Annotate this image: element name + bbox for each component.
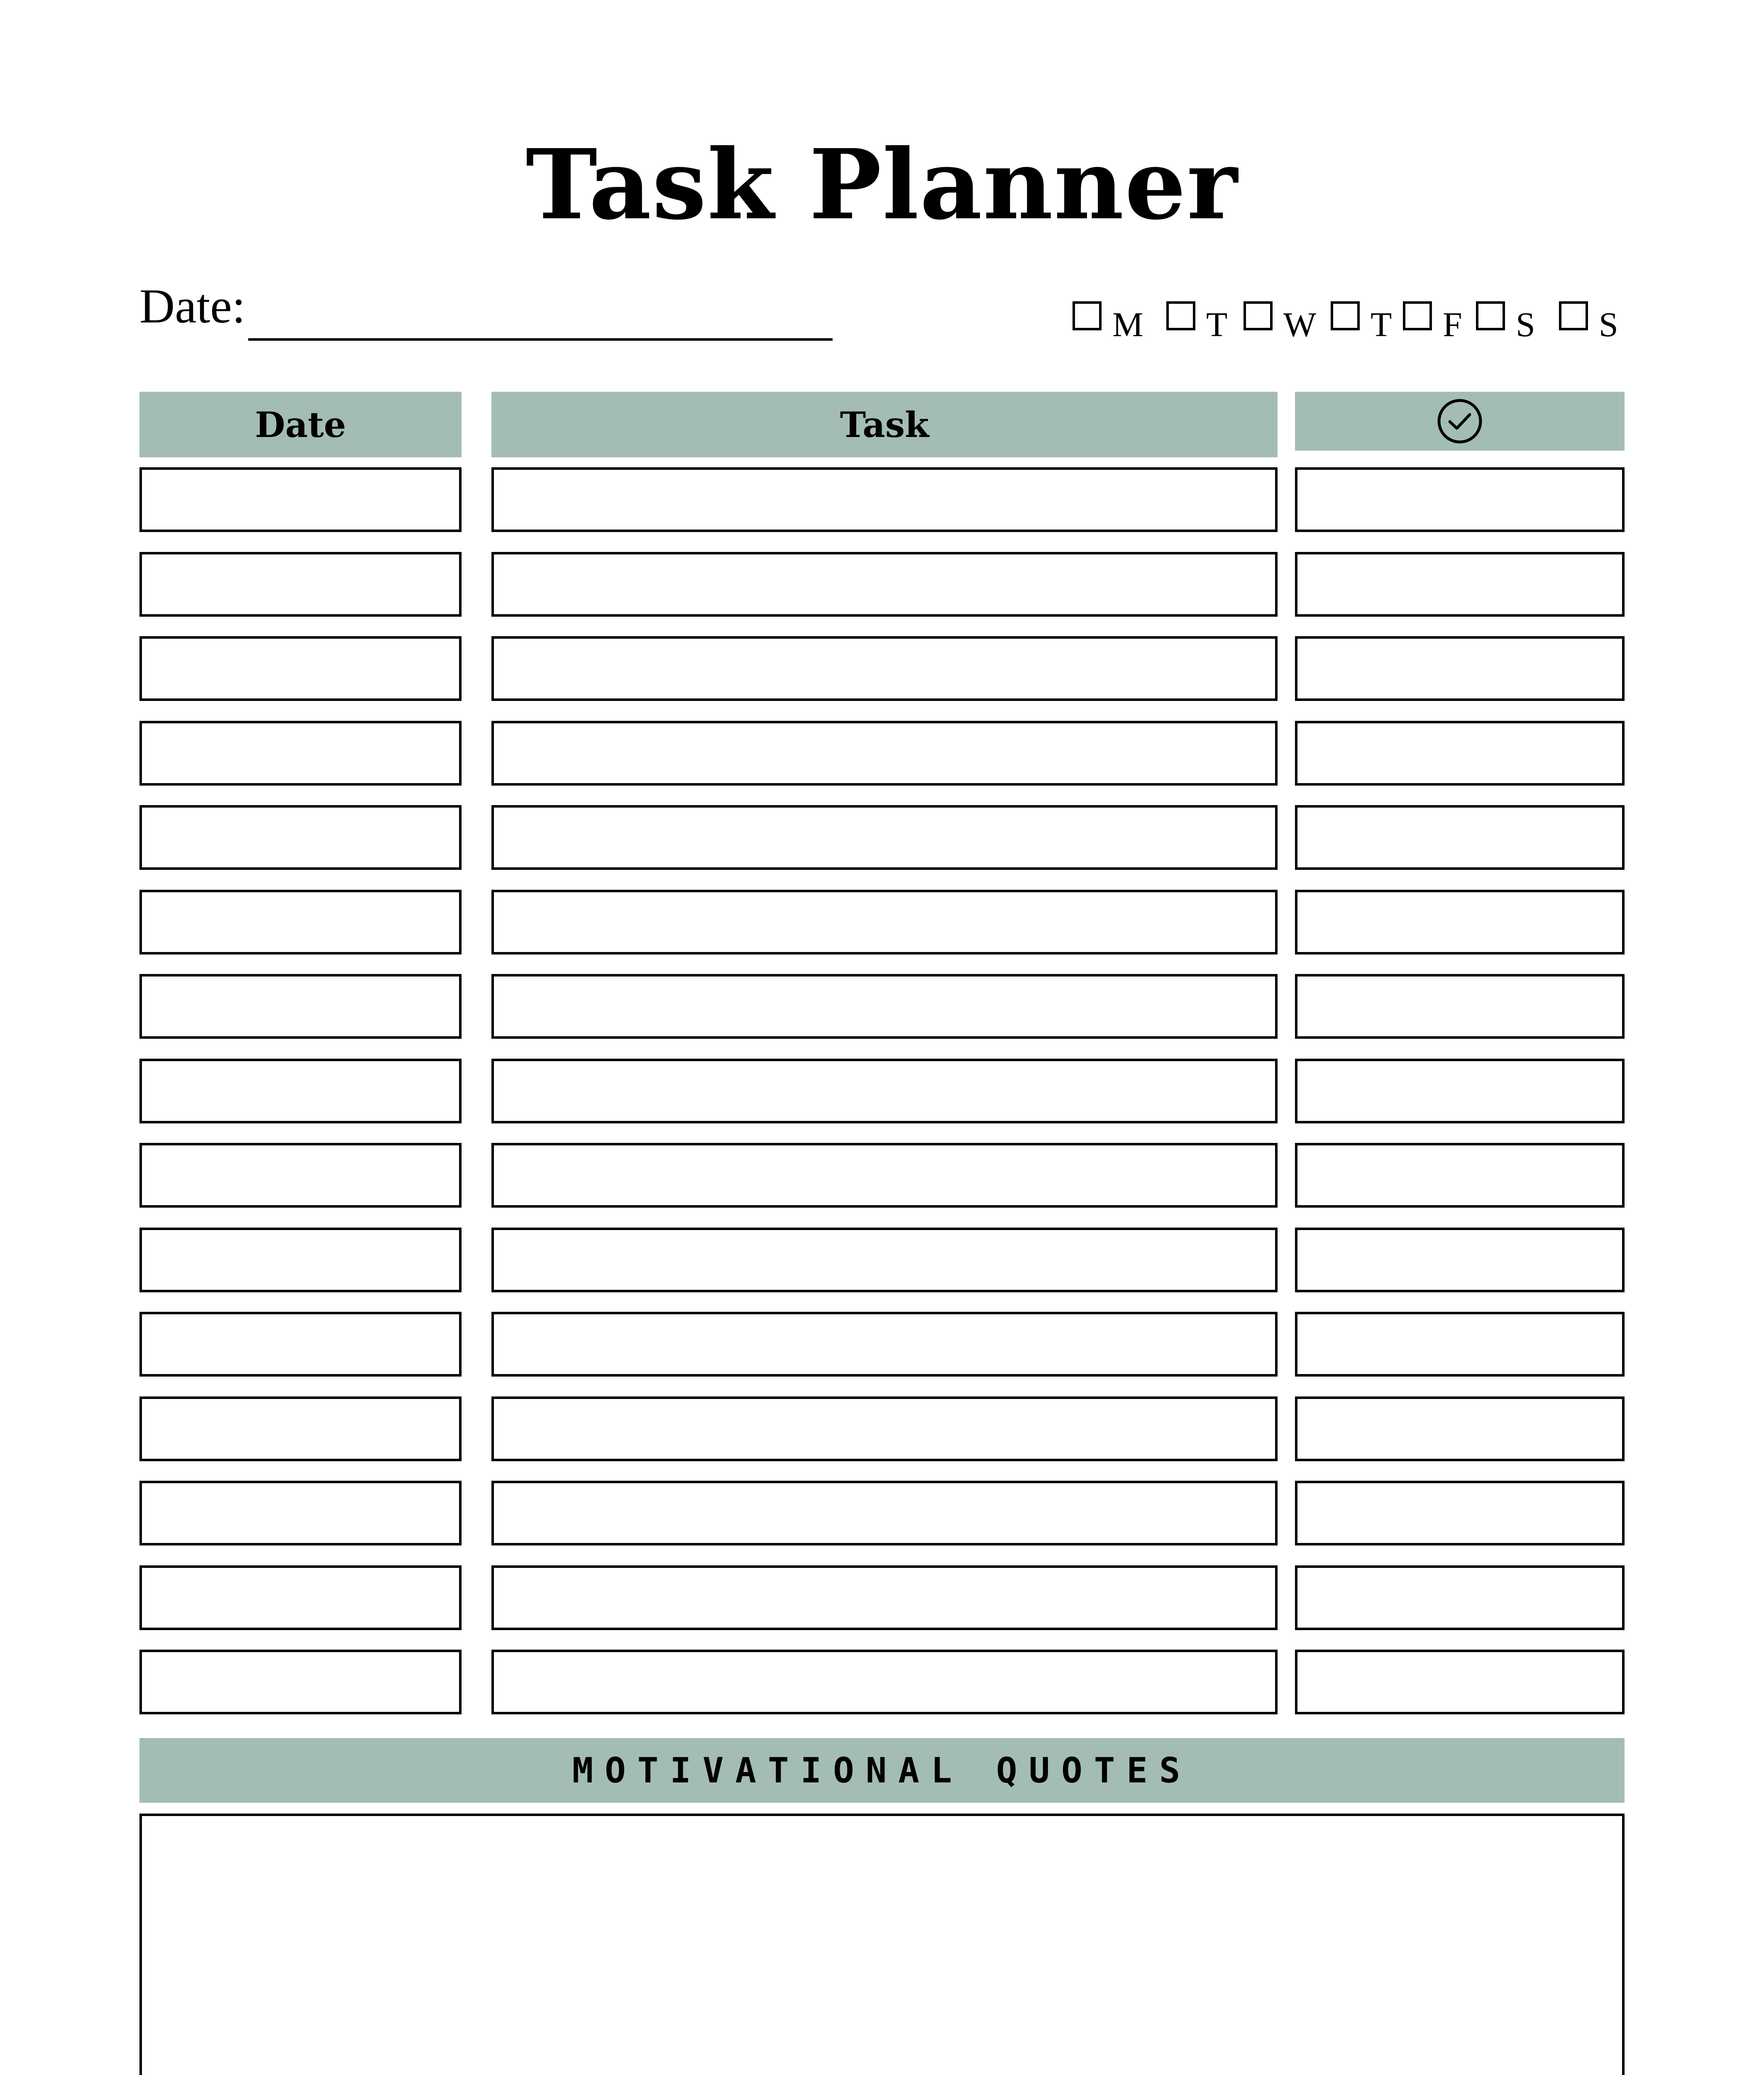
date-cell[interactable] [139,1143,462,1208]
done-cell[interactable] [1295,1565,1625,1630]
date-cell[interactable] [139,1565,462,1630]
date-cell[interactable] [139,1650,462,1714]
date-cell[interactable] [139,1059,462,1123]
task-cell[interactable] [491,721,1278,786]
done-cell[interactable] [1295,552,1625,617]
task-cell[interactable] [491,1143,1278,1208]
task-cell[interactable] [491,1059,1278,1123]
done-cell[interactable] [1295,974,1625,1039]
weekday-label: S [1516,305,1535,344]
done-cell[interactable] [1295,636,1625,701]
task-cell[interactable] [491,636,1278,701]
check-circle-icon [1436,397,1484,445]
done-cell[interactable] [1295,1228,1625,1292]
weekday-label: M [1112,305,1143,344]
done-cell[interactable] [1295,1396,1625,1461]
task-cell[interactable] [491,1228,1278,1292]
task-column-header: Task [491,392,1278,457]
task-cell[interactable] [491,890,1278,954]
weekday-checkbox[interactable] [1476,301,1505,330]
done-cell[interactable] [1295,1143,1625,1208]
date-cell[interactable] [139,974,462,1039]
weekday-label: T [1206,305,1228,344]
task-cell[interactable] [491,1312,1278,1377]
done-cell[interactable] [1295,890,1625,954]
task-cell[interactable] [491,805,1278,870]
done-cell[interactable] [1295,1312,1625,1377]
done-cell[interactable] [1295,1650,1625,1714]
date-cell[interactable] [139,552,462,617]
task-cell[interactable] [491,1396,1278,1461]
weekday-checkbox[interactable] [1244,301,1273,330]
task-cell[interactable] [491,552,1278,617]
weekday-checkbox[interactable] [1073,301,1102,330]
weekday-checkbox[interactable] [1166,301,1195,330]
page-title: Task Planner [525,128,1239,241]
date-cell[interactable] [139,890,462,954]
task-cell[interactable] [491,1481,1278,1545]
date-label: Date: [139,279,246,333]
date-cell[interactable] [139,1228,462,1292]
weekday-label: T [1371,305,1392,344]
date-cell[interactable] [139,805,462,870]
date-cell[interactable] [139,636,462,701]
weekday-label: F [1443,305,1462,344]
weekday-label: W [1283,305,1317,344]
done-cell[interactable] [1295,1481,1625,1545]
date-cell[interactable] [139,1396,462,1461]
task-cell[interactable] [491,974,1278,1039]
done-column-header [1295,392,1625,451]
date-cell[interactable] [139,467,462,532]
task-cell[interactable] [491,1565,1278,1630]
done-cell[interactable] [1295,721,1625,786]
done-cell[interactable] [1295,805,1625,870]
date-cell[interactable] [139,1312,462,1377]
task-cell[interactable] [491,1650,1278,1714]
done-cell[interactable] [1295,467,1625,532]
quotes-heading: MOTIVATIONAL QUOTES [139,1738,1625,1803]
quotes-box[interactable] [139,1814,1625,2075]
date-cell[interactable] [139,1481,462,1545]
date-cell[interactable] [139,721,462,786]
weekday-label: S [1599,305,1618,344]
date-input-line[interactable] [248,338,833,341]
task-cell[interactable] [491,467,1278,532]
weekday-checkbox[interactable] [1403,301,1432,330]
date-column-header: Date [139,392,462,457]
weekday-checkbox[interactable] [1331,301,1360,330]
done-cell[interactable] [1295,1059,1625,1123]
weekday-checkbox[interactable] [1559,301,1588,330]
